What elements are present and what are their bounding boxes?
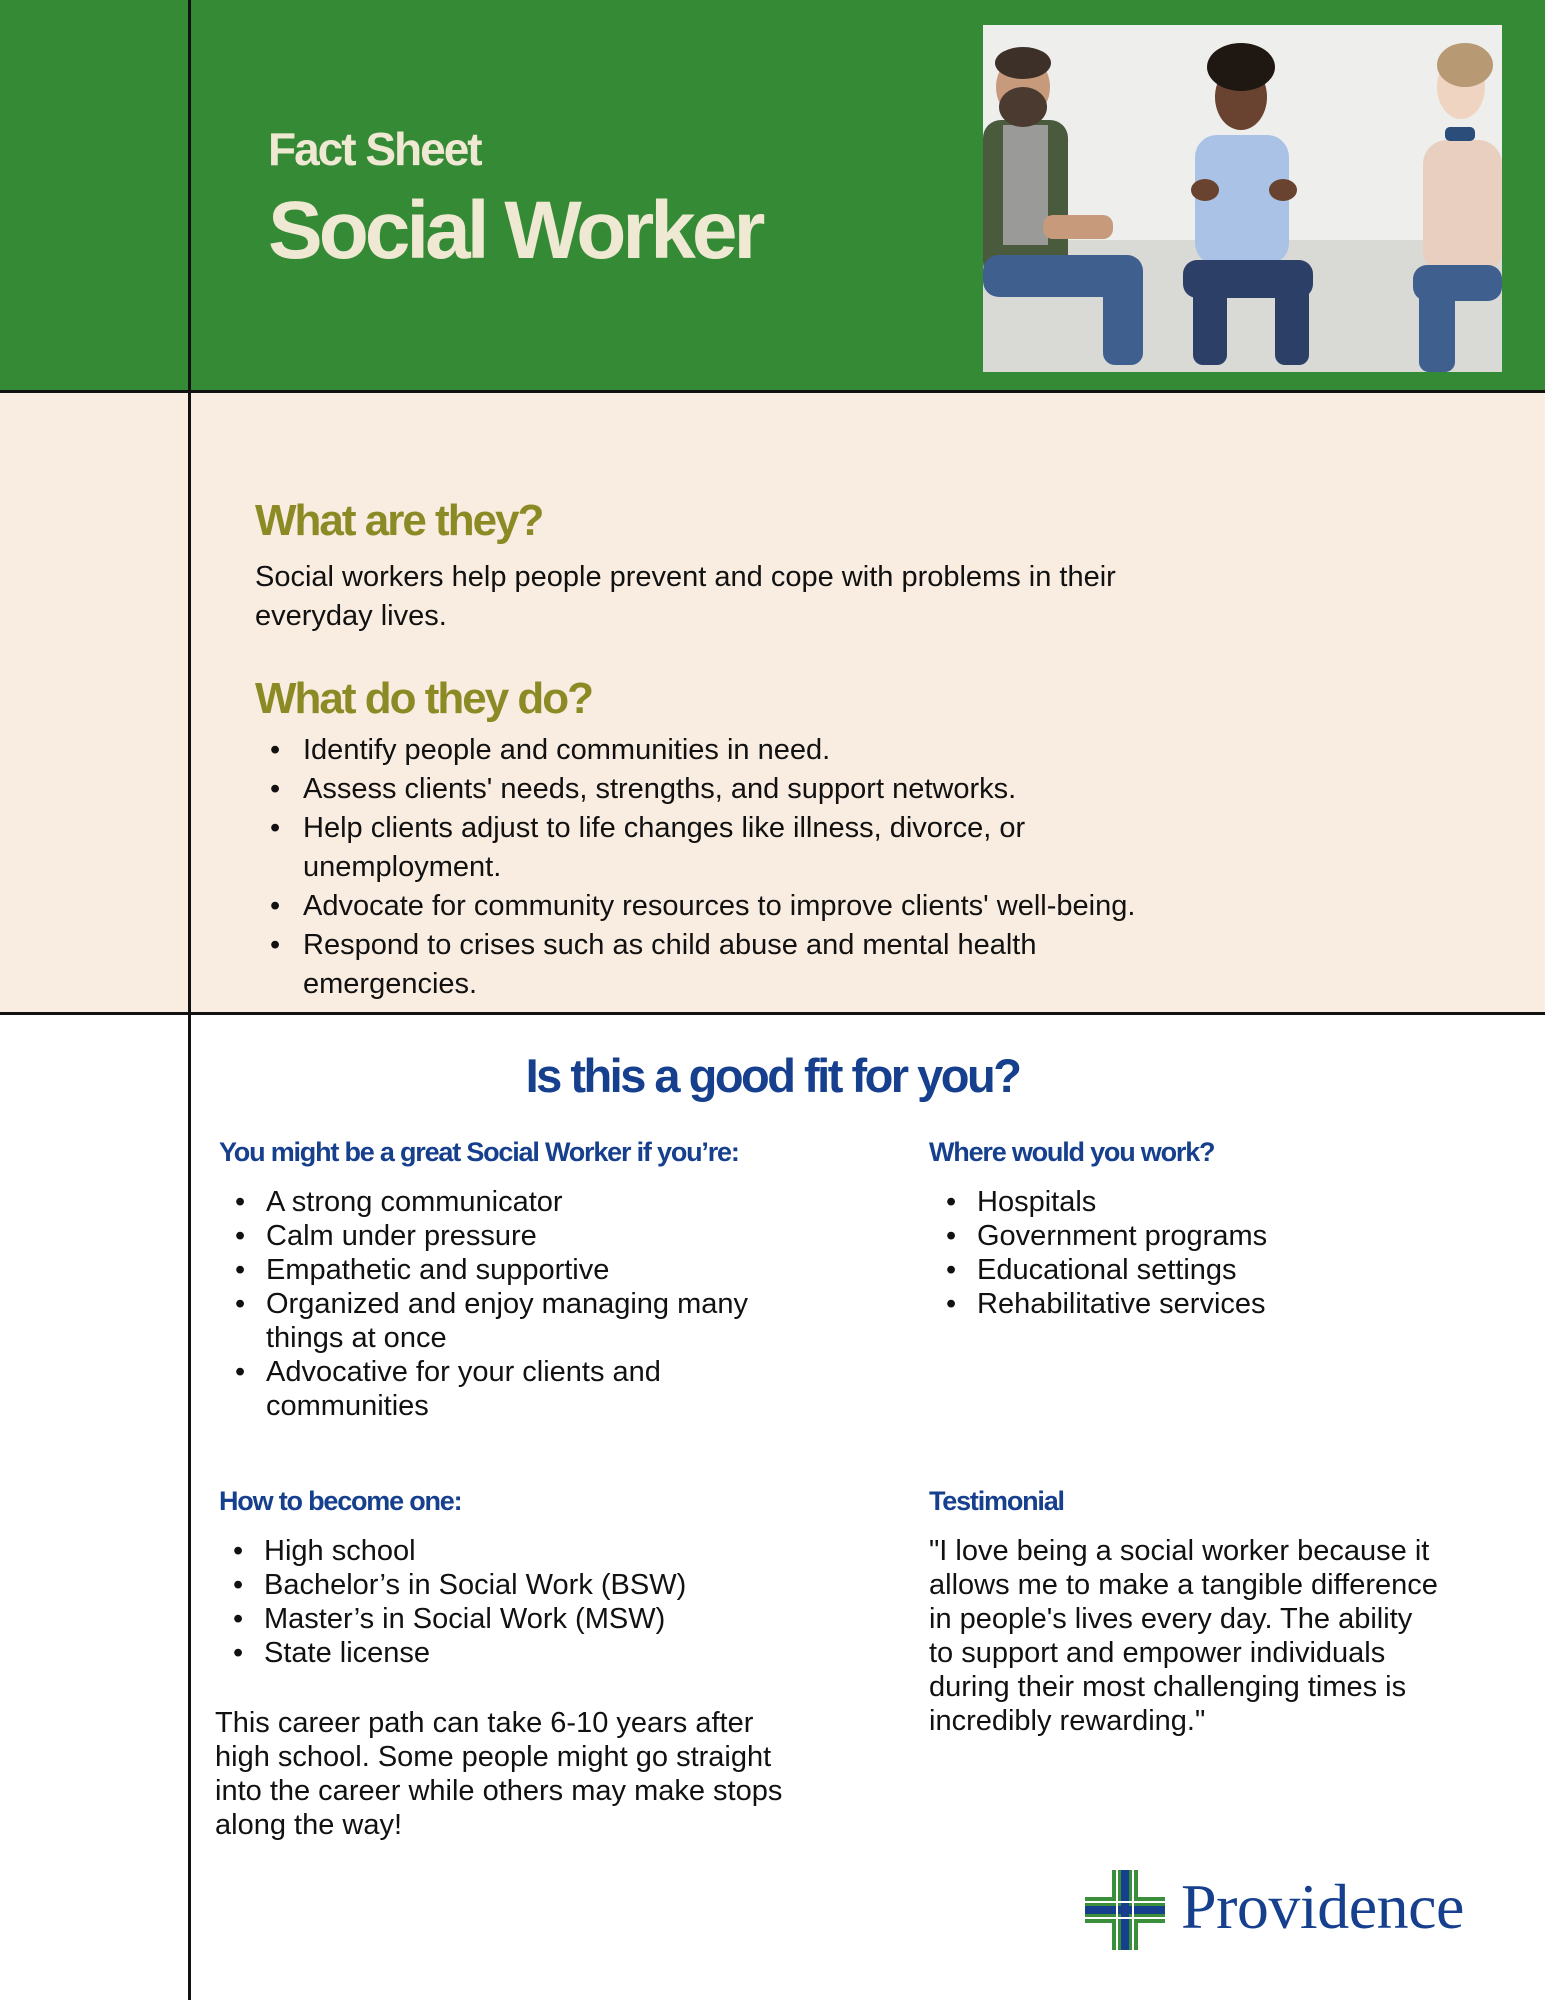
work-heading: Where would you work? <box>929 1137 1215 1167</box>
become-heading: How to become one: <box>219 1486 462 1516</box>
text-line: in people's lives every day. The ability <box>929 1603 1413 1635</box>
list-item: • Calm under pressure <box>220 1219 748 1253</box>
text-line: everyday lives. <box>255 600 447 632</box>
overview-divider <box>0 1012 1545 1015</box>
testimonial-heading: Testimonial <box>929 1486 1064 1516</box>
text-line: allows me to make a tangible difference <box>929 1569 1438 1601</box>
list-item: • Organized and enjoy managing many things at once <box>220 1287 748 1355</box>
testimonial-text <box>929 1534 1438 1738</box>
what-text <box>255 558 1116 636</box>
list-item: • Bachelor’s in Social Work (BSW) <box>218 1568 686 1602</box>
group-photo <box>983 25 1502 372</box>
list-item: • Respond to crises such as child abuse and mental health emergencies. <box>255 926 1135 1004</box>
do-heading: What do they do? <box>255 674 593 723</box>
traits-list <box>220 1185 748 1423</box>
traits-heading: You might be a great Social Worker if you’re: <box>219 1137 739 1167</box>
list-item: • Assess clients' needs, strengths, and support networks. <box>255 770 1135 809</box>
text-line: into the career while others may make stops <box>215 1775 783 1807</box>
text-line: "I love being a social worker because it <box>929 1535 1430 1567</box>
list-item: • Help clients adjust to life changes like illness, divorce, or unemployment. <box>255 809 1135 887</box>
kicker-label: Fact Sheet <box>268 123 481 175</box>
list-item: • A strong communicator <box>220 1185 748 1219</box>
text-line: incredibly rewarding." <box>929 1705 1206 1737</box>
providence-logo <box>1085 1868 1495 1952</box>
margin-rule <box>188 0 191 2000</box>
text-line: to support and empower individuals <box>929 1637 1386 1669</box>
list-item: • Government programs <box>931 1219 1267 1253</box>
list-item: • State license <box>218 1636 686 1670</box>
list-item: • Identify people and communities in need. <box>255 731 1135 770</box>
cross-icon <box>1085 1870 1165 1950</box>
what-heading: What are they? <box>255 496 543 545</box>
list-item: • Advocative for your clients and communities <box>220 1355 748 1423</box>
fit-heading: Is this a good fit for you? <box>525 1049 1020 1102</box>
text-line: This career path can take 6-10 years after <box>215 1707 754 1739</box>
text-line: Social workers help people prevent and cope with problems in their <box>255 561 1116 593</box>
text-line: during their most challenging times is <box>929 1671 1407 1703</box>
list-item: • Empathetic and supportive <box>220 1253 748 1287</box>
text-line: along the way! <box>215 1809 403 1841</box>
career-path-text <box>215 1706 782 1842</box>
page-title: Social Worker <box>268 185 762 276</box>
list-item: • Advocate for community resources to improve clients' well-being. <box>255 887 1135 926</box>
steps-list <box>218 1534 686 1670</box>
workplaces-list <box>931 1185 1267 1321</box>
duties-list <box>255 731 1135 1004</box>
text-line: high school. Some people might go straight <box>215 1741 772 1773</box>
list-item: • Educational settings <box>931 1253 1267 1287</box>
list-item: • Master’s in Social Work (MSW) <box>218 1602 686 1636</box>
list-item: • Hospitals <box>931 1185 1267 1219</box>
list-item: • High school <box>218 1534 686 1568</box>
list-item: • Rehabilitative services <box>931 1287 1267 1321</box>
logo-wordmark: Providence <box>1181 1871 1464 1942</box>
